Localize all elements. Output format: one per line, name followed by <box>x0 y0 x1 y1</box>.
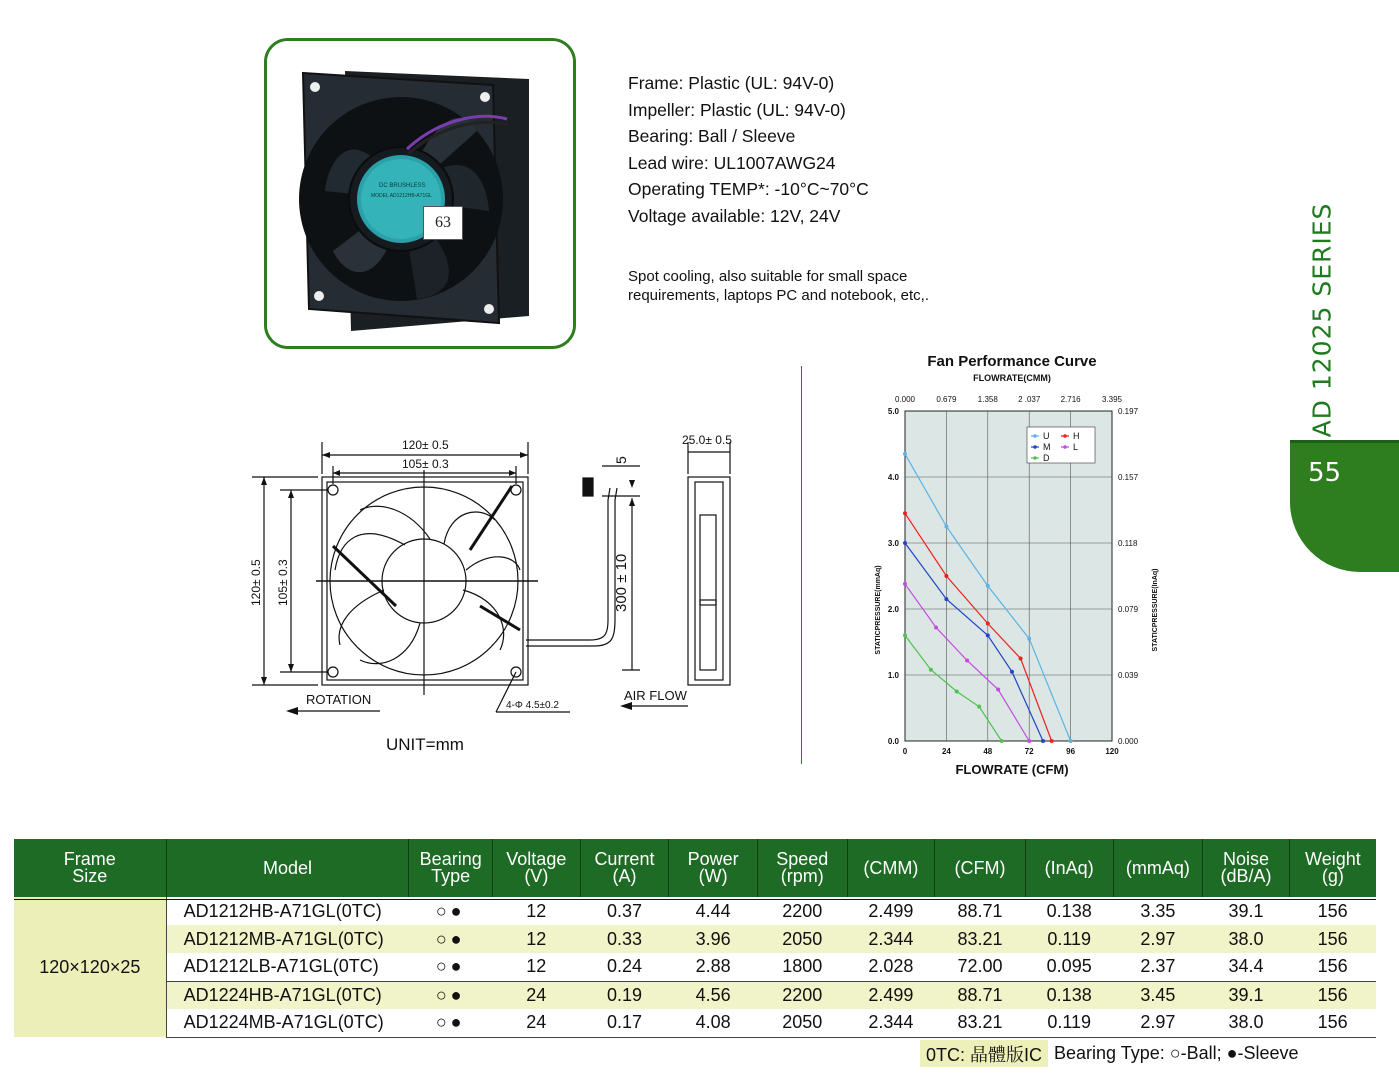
data-point-L <box>903 582 907 586</box>
noise-cell: 39.1 <box>1228 900 1264 921</box>
data-point-M <box>1010 670 1014 674</box>
data-point-U <box>986 584 990 588</box>
table-header-3 <box>493 839 581 897</box>
top-tick-label: 0.679 <box>936 395 957 404</box>
table-header-11 <box>1203 839 1290 897</box>
table-header-10 <box>1113 839 1203 897</box>
application-description <box>628 268 929 305</box>
header-top: (mmAq) <box>1125 857 1190 878</box>
noise-cell: 38.0 <box>1203 925 1290 953</box>
cmm-cell: 2.344 <box>847 1009 935 1037</box>
chart-x-label: FLOWRATE (CFM) <box>955 762 1069 777</box>
x-tick-label: 96 <box>1066 747 1076 756</box>
data-point-U <box>1027 637 1031 641</box>
data-point-L <box>965 658 969 662</box>
table-header-7 <box>847 839 935 897</box>
section-divider <box>801 366 802 764</box>
table-header-8 <box>935 839 1026 897</box>
x-tick-label: 72 <box>1024 747 1034 756</box>
otc-note: 0TC: 晶體版IC <box>920 1040 1048 1067</box>
power-cell: 4.56 <box>669 981 758 1009</box>
legend-label-L: L <box>1073 442 1079 452</box>
spec-impeller: Impeller: Plastic (UL: 94V-0) <box>628 99 846 120</box>
header-top: Speed <box>776 849 829 869</box>
legend-dot-D <box>1033 456 1037 460</box>
header-bottom: Type <box>431 866 471 886</box>
header-top: Model <box>262 857 313 878</box>
data-point-M <box>944 597 948 601</box>
top-tick-label: 3.395 <box>1101 395 1123 404</box>
table-header-1 <box>166 839 409 897</box>
data-point-H <box>1050 739 1054 743</box>
table-footnote <box>920 1040 1299 1067</box>
header-bottom: Size <box>72 866 108 886</box>
inaq-cell: 0.119 <box>1025 925 1113 953</box>
speed-cell: 2200 <box>757 981 847 1009</box>
weight-cell: 156 <box>1289 1009 1376 1037</box>
y-tick-label-right: 0.039 <box>1118 671 1139 680</box>
power-cell: 3.96 <box>669 925 758 953</box>
x-tick-label: 0 <box>902 747 908 756</box>
table-row <box>14 981 1376 1009</box>
dimension-drawing <box>230 420 770 730</box>
rotation-label: ROTATION <box>306 692 372 707</box>
table-row <box>14 1009 1376 1037</box>
legend-label-D: D <box>1043 453 1050 463</box>
table-divider <box>14 899 1376 900</box>
spec-frame: Frame: Plastic (UL: 94V-0) <box>628 73 835 93</box>
y-tick-label-left: 5.0 <box>887 407 899 416</box>
header-top: Frame <box>63 849 116 869</box>
y-tick-label-left: 1.0 <box>887 671 899 680</box>
cmm-cell: 2.344 <box>847 925 935 953</box>
cfm-cell: 83.21 <box>935 1009 1026 1037</box>
power-cell: 4.44 <box>695 900 731 921</box>
current-cell: 0.19 <box>580 981 669 1009</box>
weight-cell: 156 <box>1289 953 1376 981</box>
chart-title: Fan Performance Curve <box>927 353 1097 370</box>
y-tick-label-right: 0.197 <box>1118 407 1139 416</box>
inaq-cell: 0.119 <box>1025 1009 1113 1037</box>
y-tick-label-right: 0.157 <box>1118 473 1139 482</box>
fan-photo <box>267 41 573 346</box>
data-point-D <box>1000 739 1004 743</box>
model-cell: AD1212HB-A71GL(0TC) <box>166 897 409 925</box>
data-point-U <box>1069 739 1073 743</box>
header-bottom: (W) <box>698 866 728 886</box>
data-point-M <box>903 541 907 545</box>
bearing-type-note: Bearing Type: ○-Ball; ●-Sleeve <box>1054 1043 1299 1063</box>
cfm-cell: 88.71 <box>957 900 1003 921</box>
table-row <box>14 953 1376 981</box>
header-top: Weight <box>1305 849 1361 869</box>
current-cell: 0.24 <box>580 953 669 981</box>
voltage-cell: 12 <box>493 925 581 953</box>
x-tick-label: 120 <box>1105 747 1119 756</box>
spec-voltage: Voltage available: 12V, 24V <box>628 205 841 226</box>
header-top: Voltage <box>506 849 567 869</box>
inaq-cell: 0.095 <box>1025 953 1113 981</box>
y-tick-label-right: 0.118 <box>1118 539 1138 548</box>
noise-cell: 38.0 <box>1203 1009 1290 1037</box>
top-tick-label: 2.716 <box>1060 395 1081 404</box>
spec-list <box>628 70 869 230</box>
data-point-H <box>1019 657 1023 661</box>
y-tick-label-left: 4.0 <box>887 473 899 482</box>
description-line-2: requirements, laptops PC and notebook, etc,. <box>628 286 930 304</box>
chart-y-label-left: STATICPRESSURE(mmAq) <box>875 565 882 655</box>
cmm-cell: 2.499 <box>847 981 935 1009</box>
table-header-row <box>14 839 1376 897</box>
y-tick-label-left: 2.0 <box>887 605 899 614</box>
power-cell: 2.88 <box>669 953 758 981</box>
data-point-D <box>903 633 907 637</box>
inaq-cell: 0.138 <box>1046 900 1092 921</box>
header-top: Bearing <box>419 849 482 869</box>
data-point-H <box>944 574 948 578</box>
legend-dot-L <box>1063 445 1067 449</box>
bearing-type-cell: ○● <box>409 981 493 1009</box>
dim-depth: 25.0± 0.5 <box>682 433 732 447</box>
dim-width-inner: 105± 0.3 <box>402 457 449 471</box>
data-point-M <box>1041 739 1045 743</box>
header-bottom: (dB/A) <box>1220 866 1272 886</box>
dim-strip-length: 5 <box>613 456 629 464</box>
mmaq-cell: 2.97 <box>1113 1009 1203 1037</box>
spec-bearing: Bearing: Ball / Sleeve <box>628 126 796 147</box>
product-photo-card <box>264 38 576 349</box>
mmaq-cell: 2.97 <box>1113 925 1203 953</box>
data-point-H <box>903 511 907 515</box>
spec-table <box>14 839 1376 1038</box>
table-header-4 <box>580 839 669 897</box>
legend-dot-U <box>1033 434 1037 438</box>
dim-width-outer: 120± 0.5 <box>402 438 449 452</box>
header-bottom: (A) <box>612 866 637 886</box>
y-tick-label-right: 0.000 <box>1118 737 1139 746</box>
performance-chart <box>860 348 1180 780</box>
voltage-cell: 12 <box>526 900 547 921</box>
chart-y-label-right: STATICPRESSURE(InAq) <box>1152 568 1159 652</box>
svg-text:DC BRUSHLESS: DC BRUSHLESS <box>379 183 426 189</box>
x-tick-label: 48 <box>983 747 993 756</box>
data-point-D <box>955 690 959 694</box>
table-header-12 <box>1289 839 1376 897</box>
header-bottom: (V) <box>524 866 549 886</box>
speed-cell: 2050 <box>757 1009 847 1037</box>
legend-dot-H <box>1063 434 1067 438</box>
data-point-L <box>1027 739 1031 743</box>
legend-label-M: M <box>1043 442 1051 452</box>
table-header-5 <box>669 839 758 897</box>
model-cell: AD1224HB-A71GL(0TC) <box>166 981 409 1009</box>
speed-cell: 2050 <box>757 925 847 953</box>
voltage-cell: 24 <box>493 1009 581 1037</box>
cfm-cell: 72.00 <box>935 953 1026 981</box>
power-cell: 4.08 <box>669 1009 758 1037</box>
photo-ref-number: 63 <box>423 206 463 240</box>
frame-size-cell: 120×120×25 <box>14 897 166 1037</box>
cfm-cell: 83.21 <box>935 925 1026 953</box>
model-cell: AD1212LB-A71GL(0TC) <box>166 953 409 981</box>
header-bottom: (g) <box>1321 866 1344 886</box>
bearing-type-cell: ○● <box>409 953 493 981</box>
dim-height-outer: 120± 0.5 <box>249 559 263 606</box>
mounting-hole-label: 4-Φ 4.5±0.2 <box>506 700 559 711</box>
data-point-U <box>944 525 948 529</box>
airflow-label: AIR FLOW <box>624 688 687 703</box>
inaq-cell: 0.138 <box>1025 981 1113 1009</box>
cmm-cell: 2.028 <box>847 953 935 981</box>
weight-cell: 156 <box>1317 900 1348 921</box>
page-tab <box>1290 440 1399 572</box>
header-top: Noise <box>1222 849 1269 869</box>
svg-text:MODEL AD1212HB-A71GL: MODEL AD1212HB-A71GL <box>371 193 432 199</box>
table-header-2 <box>409 839 493 897</box>
model-cell: AD1212MB-A71GL(0TC) <box>166 925 409 953</box>
speed-cell: 1800 <box>757 953 847 981</box>
current-cell: 0.17 <box>580 1009 669 1037</box>
description-line-1: Spot cooling, also suitable for small space <box>628 268 908 285</box>
page-number: 55 <box>1308 458 1342 488</box>
table-row <box>14 897 1376 925</box>
dim-lead-length: 300 ± 10 <box>613 553 630 612</box>
header-top: Power <box>687 849 739 869</box>
header-top: Current <box>594 849 655 869</box>
chart-top-axis-title: FLOWRATE(CMM) <box>973 373 1051 383</box>
data-point-D <box>977 705 981 709</box>
mmaq-cell: 3.45 <box>1113 981 1203 1009</box>
noise-cell: 34.4 <box>1203 953 1290 981</box>
voltage-cell: 24 <box>493 981 581 1009</box>
y-tick-label-right: 0.079 <box>1118 605 1139 614</box>
bearing-type-cell: ○● <box>435 900 466 921</box>
data-point-U <box>903 452 907 456</box>
legend-label-H: H <box>1073 431 1080 441</box>
bearing-type-cell: ○● <box>409 925 493 953</box>
legend-label-U: U <box>1043 431 1050 441</box>
header-top: (CFM) <box>954 857 1006 878</box>
spec-operating-temp: Operating TEMP*: -10°C~70°C <box>628 179 869 200</box>
cmm-cell: 2.499 <box>868 900 914 921</box>
x-tick-label: 24 <box>941 747 951 756</box>
table-header-0 <box>14 839 166 897</box>
y-tick-label-left: 0.0 <box>887 737 899 746</box>
data-point-M <box>986 633 990 637</box>
bearing-type-cell: ○● <box>409 1009 493 1037</box>
top-tick-label: 2 .037 <box>1018 395 1041 404</box>
mmaq-cell: 2.37 <box>1113 953 1203 981</box>
voltage-cell: 12 <box>493 953 581 981</box>
noise-cell: 39.1 <box>1203 981 1290 1009</box>
mmaq-cell: 3.35 <box>1140 900 1176 921</box>
header-top: (CMM) <box>863 857 919 878</box>
data-point-L <box>934 625 938 629</box>
top-tick-label: 0.000 <box>894 395 916 404</box>
data-point-D <box>929 668 933 672</box>
data-point-L <box>996 688 1000 692</box>
current-cell: 0.33 <box>580 925 669 953</box>
data-point-H <box>986 622 990 626</box>
table-row <box>14 925 1376 953</box>
spec-lead-wire: Lead wire: UL1007AWG24 <box>628 152 836 173</box>
header-bottom: (rpm) <box>780 866 824 886</box>
weight-cell: 156 <box>1289 981 1376 1009</box>
top-tick-label: 1.358 <box>977 395 998 404</box>
table-header-6 <box>757 839 847 897</box>
cfm-cell: 88.71 <box>935 981 1026 1009</box>
table-header-9 <box>1025 839 1113 897</box>
series-title: AD 12025 SERIES <box>1307 202 1337 438</box>
header-top: (InAq) <box>1044 857 1094 878</box>
model-cell: AD1224MB-A71GL(0TC) <box>166 1009 409 1037</box>
speed-cell: 2200 <box>782 900 823 921</box>
weight-cell: 156 <box>1289 925 1376 953</box>
y-tick-label-left: 3.0 <box>887 539 899 548</box>
current-cell: 0.37 <box>606 900 642 921</box>
unit-label: UNIT=mm <box>386 735 464 754</box>
legend-dot-M <box>1033 445 1037 449</box>
dim-height-inner: 105± 0.3 <box>276 559 290 606</box>
